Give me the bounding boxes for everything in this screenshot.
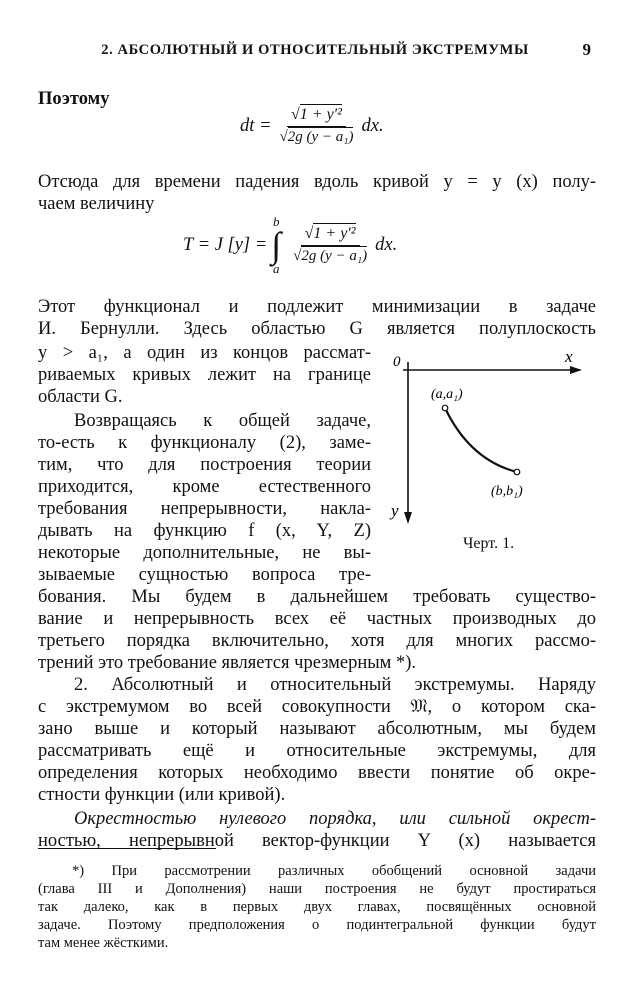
upper-limit: b bbox=[272, 214, 280, 229]
paragraph-line: Этот функционал и подлежит минимизации в задаче bbox=[38, 297, 596, 317]
paragraph-line: И. Бернулли. Здесь областью G является полуплоскость bbox=[38, 319, 596, 339]
start-point bbox=[442, 405, 448, 411]
formula-lhs: dt = bbox=[240, 115, 272, 136]
paragraph-line: с экстремумом во всей совокупности 𝔐, о котором ска- bbox=[38, 697, 596, 717]
paragraph-line: чаем величину bbox=[38, 194, 155, 214]
fraction: $\frac{\text{√1 + y′²}}{\text{√2g (y − a₁)}}$ bbox=[279, 106, 354, 145]
paragraph-line: зываемые сущностью вопроса тре- bbox=[38, 565, 371, 585]
formula-dt bbox=[240, 106, 384, 146]
paragraph-line: Отсюда для времени падения вдоль кривой y = y (x) полу- bbox=[38, 172, 596, 192]
formula-tail: dx. bbox=[361, 115, 384, 136]
footnote-rule bbox=[38, 848, 216, 849]
origin-label: 0 bbox=[393, 354, 401, 370]
curve bbox=[445, 408, 517, 472]
numerator: 1 + y′² bbox=[299, 106, 342, 123]
paragraph-line: рассматривать ещё и относительные экстремумы, для bbox=[38, 741, 596, 761]
paragraph-line: Окрестностью нулевого порядка, или сильной окрест- bbox=[74, 809, 596, 829]
start-point-label: (a,a₁) bbox=[431, 387, 463, 402]
paragraph-line: y > a₁, а один из концов рассмат- bbox=[38, 343, 371, 363]
fraction: $\frac{\text{√1 + y′²}}{\text{√2g (y − a₁)}}$ bbox=[293, 225, 368, 264]
x-axis-arrow bbox=[570, 366, 582, 374]
paragraph-line: требования непрерывности, накла- bbox=[38, 499, 371, 519]
figure-caption: Черт. 1. bbox=[463, 535, 515, 552]
paragraph-line: стности функции (или кривой). bbox=[38, 785, 286, 805]
paragraph-line: трений это требование является чрезмерным *). bbox=[38, 653, 417, 673]
paragraph-line: тим, что для построения теории bbox=[38, 455, 371, 475]
figure-1-diagram bbox=[375, 340, 595, 550]
denominator: 2g (y − a₁) bbox=[301, 248, 368, 264]
section-heading-line: 2. Абсолютный и относительный экстремумы. Наряду bbox=[74, 675, 596, 695]
footnote-line: *) При рассмотрении различных обобщений основной задачи bbox=[72, 863, 596, 879]
formula-tail: dx. bbox=[375, 234, 398, 255]
paragraph-line: приходится, кроме естественного bbox=[38, 477, 371, 497]
paragraph-line: то-есть к функционалу (2), заме- bbox=[38, 433, 371, 453]
paragraph-line: области G. bbox=[38, 387, 123, 407]
paragraph-line: дывать на функцию f (x, Y, Z) bbox=[38, 521, 371, 541]
formula-lhs: T = J [y] = bbox=[183, 234, 268, 255]
footnote-line: там менее жёсткими. bbox=[38, 935, 169, 951]
paragraph-line: риваемых кривых лежит на границе bbox=[38, 365, 371, 385]
footnote-line: задаче. Поэтому предположения о подинтегральной функции будут bbox=[38, 917, 596, 933]
integral-sign: b ∫ a bbox=[271, 214, 282, 276]
paragraph-line: некоторые дополнительные, не вы- bbox=[38, 543, 371, 563]
y-axis-arrow bbox=[404, 512, 412, 524]
paragraph-line: Поэтому bbox=[38, 89, 110, 109]
paragraph-line: Возвращаясь к общей задаче, bbox=[74, 411, 371, 431]
page-number: 9 bbox=[582, 40, 591, 59]
paragraph-line: определения которых необходимо ввести понятие об окре- bbox=[38, 763, 596, 783]
x-axis-label: x bbox=[565, 347, 573, 366]
footnote-line: (глава III и Дополнения) наши построения не будут простираться bbox=[38, 881, 596, 897]
lower-limit: a bbox=[272, 261, 280, 276]
denominator: 2g (y − a₁) bbox=[287, 129, 354, 145]
running-header: 2. АБСОЛЮТНЫЙ И ОТНОСИТЕЛЬНЫЙ ЭКСТРЕМУМЫ bbox=[101, 42, 529, 58]
paragraph-line: бования. Мы будем в дальнейшем требовать существо- bbox=[38, 587, 596, 607]
footnote-line: так далеко, как в первых двух главах, посвящённых основной bbox=[38, 899, 596, 915]
y-axis-label: y bbox=[391, 501, 399, 520]
formula-T bbox=[183, 215, 397, 275]
numerator: 1 + y′² bbox=[313, 225, 356, 242]
end-point bbox=[514, 469, 520, 475]
paragraph-line: ностью, непрерывной вектор-функции Y (x) называется bbox=[38, 831, 596, 851]
paragraph-line: вание и непрерывность всех её частных производных до bbox=[38, 609, 596, 629]
end-point-label: (b,b₁) bbox=[491, 484, 523, 499]
paragraph-line: зано выше и который называют абсолютным, мы будем bbox=[38, 719, 596, 739]
paragraph-line: третьего порядка включительно, хотя для многих рассмо- bbox=[38, 631, 596, 651]
